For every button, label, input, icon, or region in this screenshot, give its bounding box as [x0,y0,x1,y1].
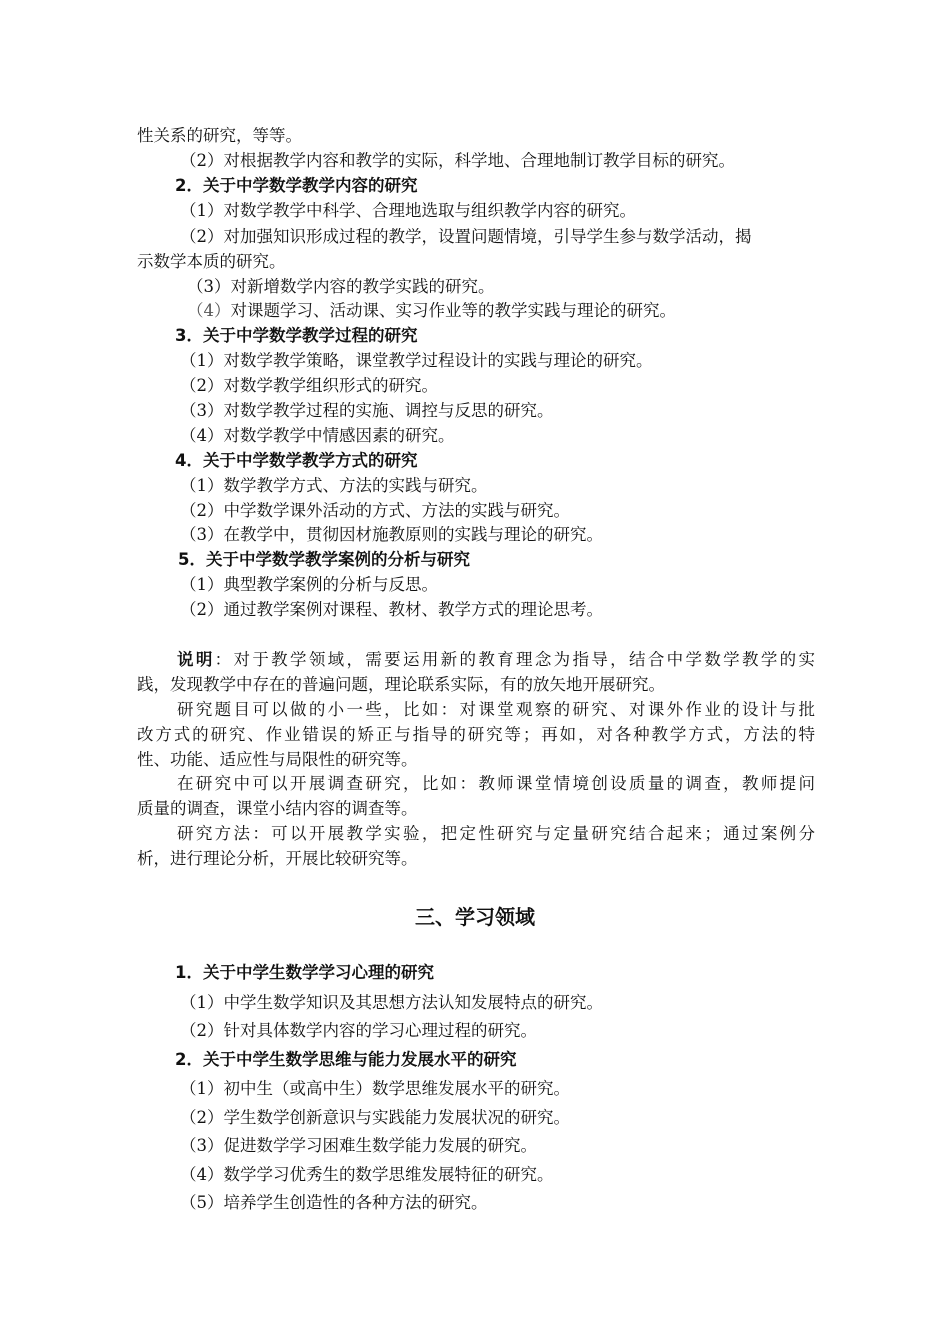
ability-item-2: （2）学生数学创新意识与实践能力发展状况的研究。 [180,1108,570,1127]
process-item-3: （3）对数学教学过程的实施、调控与反思的研究。 [180,401,554,420]
topic-paragraph-line-1: 研究题目可以做的小一些，比如：对课堂观察的研究、对课外作业的设计与批 [177,700,815,719]
content-item-4-text: 对课题学习、活动课、实习作业等的教学实践与理论的研究。 [230,301,676,320]
ability-item-5: （5）培养学生创造性的各种方法的研究。 [180,1193,488,1212]
survey-paragraph-line-1: 在研究中可以开展调查研究，比如：教师课堂情境创设质量的调查，教师提问 [177,774,815,793]
topic-paragraph-line-3: 性、功能、适应性与局限性的研究等。 [137,750,418,769]
note-paragraph-line-1 [177,648,815,672]
section-title-learning: 三、学习领域 [415,905,535,929]
psych-item-2: （2）针对具体数学内容的学习心理过程的研究。 [180,1021,537,1040]
content-item-4 [187,299,676,323]
goal-item-2: （2）对根据教学内容和教学的实际，科学地、合理地制订教学目标的研究。 [180,151,735,170]
ability-item-1: （1）初中生（或高中生）数学思维发展水平的研究。 [180,1079,570,1098]
section-heading-learning-psychology: 1．关于中学生数学学习心理的研究 [175,963,434,982]
paragraph-continuation: 性关系的研究，等等。 [137,126,302,145]
process-item-2: （2）对数学教学组织形式的研究。 [180,376,438,395]
content-item-1: （1）对数学教学中科学、合理地选取与组织教学内容的研究。 [180,201,636,220]
note-label: 说明 [177,650,215,669]
process-item-4: （4）对数学教学中情感因素的研究。 [180,426,455,445]
content-item-2: （2）对加强知识形成过程的教学，设置问题情境，引导学生参与数学活动，揭 [180,227,752,246]
content-item-4-number: （4） [187,301,231,320]
case-item-2: （2）通过教学案例对课程、教材、教学方式的理论思考。 [180,600,603,619]
method-item-3: （3）在教学中，贯彻因材施教原则的实践与理论的研究。 [180,525,603,544]
section-heading-teaching-case: 5．关于中学数学教学案例的分析与研究 [178,550,470,569]
ability-item-3: （3）促进数学学习困难生数学能力发展的研究。 [180,1136,537,1155]
method-paragraph-line-2: 析，进行理论分析，开展比较研究等。 [137,849,418,868]
psych-item-1: （1）中学生数学知识及其思想方法认知发展特点的研究。 [180,993,603,1012]
content-item-3: （3）对新增数学内容的教学实践的研究。 [187,277,495,296]
case-item-1: （1）典型教学案例的分析与反思。 [180,575,438,594]
method-paragraph-line-1: 研究方法：可以开展教学实验，把定性研究与定量研究结合起来；通过案例分 [177,824,815,843]
topic-paragraph-line-2: 改方式的研究、作业错误的矫正与指导的研究等；再如，对各种教学方式，方法的特 [137,725,815,744]
survey-paragraph-line-2: 质量的调查，课堂小结内容的调查等。 [137,799,418,818]
note-paragraph-line-2: 践，发现教学中存在的普遍问题，理论联系实际，有的放矢地开展研究。 [137,675,665,694]
method-item-2: （2）中学数学课外活动的方式、方法的实践与研究。 [180,501,570,520]
section-heading-teaching-process: 3．关于中学数学教学过程的研究 [175,326,418,345]
section-heading-learning-ability: 2．关于中学生数学思维与能力发展水平的研究 [175,1050,517,1069]
ability-item-4: （4）数学学习优秀生的数学思维发展特征的研究。 [180,1165,554,1184]
content-item-2-cont: 示数学本质的研究。 [137,252,286,271]
process-item-1: （1）对数学教学策略，课堂教学过程设计的实践与理论的研究。 [180,351,653,370]
note-text: ：对于教学领域，需要运用新的教育理念为指导，结合中学数学教学的实 [214,650,816,669]
section-heading-teaching-content: 2．关于中学数学教学内容的研究 [175,176,418,195]
method-item-1: （1）数学教学方式、方法的实践与研究。 [180,476,488,495]
section-heading-teaching-method: 4．关于中学数学教学方式的研究 [175,451,418,470]
